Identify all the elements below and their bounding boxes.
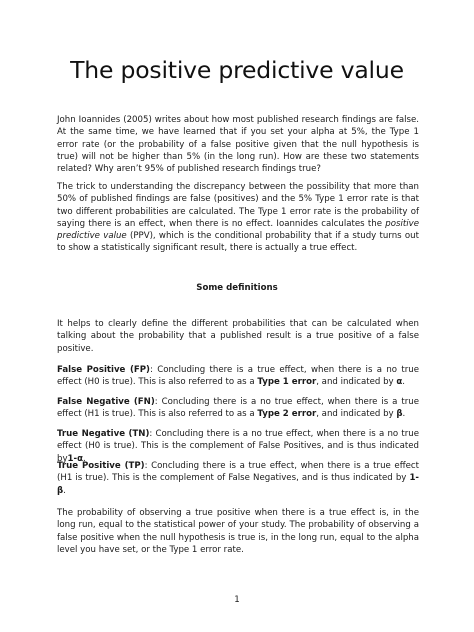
definition-end: . — [402, 377, 406, 388]
definition-symbol: α — [396, 377, 403, 388]
definition-term: False Positive (FP) — [57, 365, 150, 375]
definition-false-positive — [57, 364, 419, 389]
definition-text: : Concluding there is a no true effect, when there is a no true effect (H0 is true). This is the complement of False Positives, and is thus indicated by — [57, 429, 419, 464]
definition-bold: Type 1 error — [257, 377, 317, 388]
trick-paragraph — [57, 181, 419, 255]
definition-bold: Type 2 error — [257, 409, 317, 420]
definition-symbol: β — [396, 409, 403, 420]
definition-end: . — [402, 409, 406, 420]
intro-paragraph: John Ioannides (2005) writes about how most published research findings are false. At the same time, we have learned that if you set your alpha at 5%, the Type 1 error rate (or the probability of a false positive given that the null hypothesis is true) will not be higher than 5% (in the long run). How are these two statements related? Why aren’t 95% of published research findings true? — [57, 115, 419, 175]
trick-text-before: The trick to understanding the discrepancy between the possibility that more than 50% of published findings are false (positives) and the 5% Type 1 error rate is that two different probabilities are calculated. The Type 1 error rate is the probability of saying there is an effect, when there is no effect. Ioannides calculates the — [57, 182, 419, 229]
trick-text-after: (PPV), which is the conditional probability that if a study turns out to show a statistically significant result, there is actually a true effect. — [57, 231, 419, 254]
ppv-term: positive predictive value — [57, 218, 419, 242]
definition-text: : Concluding there is a true effect, when there is a no true effect (H0 is true). This is also referred to as a — [57, 365, 419, 388]
definition-text: : Concluding there is a true effect, when there is a true effect (H1 is true). This is the complement of False Negatives, and is thus indicated by — [57, 461, 420, 484]
definition-false-negative — [57, 396, 419, 421]
page-title: The positive predictive value — [70, 56, 404, 84]
definition-text: , and indicated by — [316, 377, 397, 388]
definition-term: True Negative (TN) — [57, 429, 150, 439]
page-number: 1 — [234, 595, 240, 605]
definition-symbol: 1-α — [67, 453, 83, 464]
definition-end: . — [63, 485, 66, 496]
definition-symbol: 1-β — [57, 473, 419, 496]
definition-text: : Concluding there is a no true effect, when there is a true effect (H1 is true). This is also referred to as a — [57, 397, 419, 420]
definition-term: False Negative (FN) — [57, 397, 155, 407]
definition-true-positive — [57, 460, 419, 497]
definition-term: True Positive (TP) — [57, 461, 145, 471]
definitions-heading: Some definitions — [196, 283, 278, 293]
definition-text: , and indicated by — [316, 409, 397, 420]
definition-end: . — [83, 453, 86, 464]
closing-paragraph: The probability of observing a true positive when there is a true effect is, in the long run, equal to the statistical power of your study. The probability of observing a false positive when the null hypothesis is true is, in the long run, equal to the alpha level you have set, or the Type 1 error rate. — [57, 508, 419, 555]
helps-paragraph: It helps to clearly define the different probabilities that can be calculated when talking about the probability that a published result is a true positive of a false positive. — [57, 319, 419, 354]
